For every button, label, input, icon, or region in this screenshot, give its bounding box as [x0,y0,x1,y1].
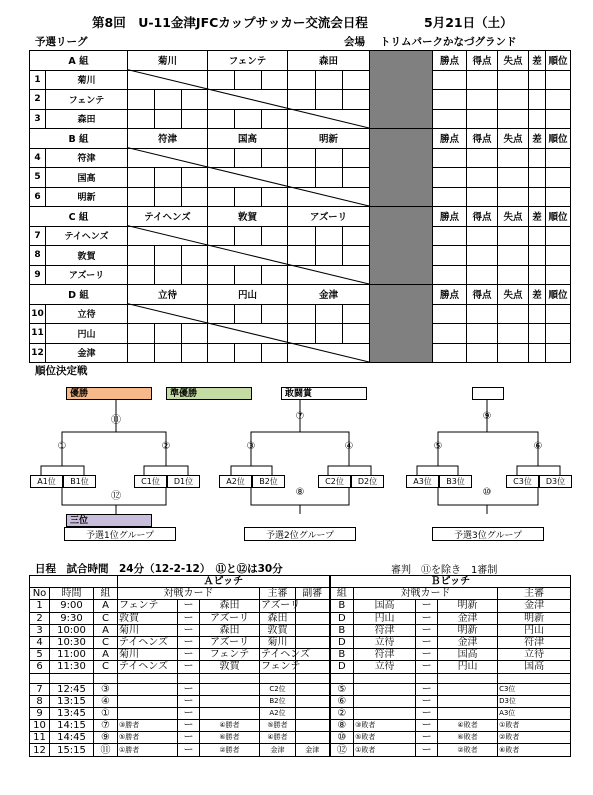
standing-header: 差 [528,128,546,149]
opponent-header: 立待 [127,284,208,305]
standing-header: 失点 [497,50,529,71]
main-referee: ④勝者 [260,732,296,744]
team-away: ⑥敗者 [438,732,498,744]
schedule-row [30,600,571,612]
match-number: ⑨ [94,732,118,744]
seed-slot: D1位 [167,475,200,488]
standing-header: 差 [528,50,546,71]
venue-name: トリムパークかなづグランド [380,36,517,48]
main-referee: 立待 [498,649,571,661]
col-main-ref: 主審 [260,588,296,600]
match-number: ① [94,707,118,719]
main-referee: D3位 [498,695,571,707]
standing-header: 得点 [466,206,498,227]
team-home: 菊川 [118,624,178,636]
team-number: 7 [29,226,46,247]
match-no: 8 [30,695,50,707]
group-name: B 組 [29,128,128,149]
team-home: フェンテ [118,600,178,612]
team-home: 符津 [354,624,416,636]
schedule-row [30,744,571,756]
col-time: 時間 [50,588,94,600]
match-time: 15:15 [50,744,94,756]
opponent-header: テイヘンズ [127,206,208,227]
main-referee: C3位 [498,683,571,695]
team-home: ⑤勝者 [118,732,178,744]
match-time: 14:45 [50,732,94,744]
col-card: 対戦カード [354,588,498,600]
main-referee: テイヘンズ [261,649,310,661]
group-name: D 組 [29,284,128,305]
standing-header: 勝点 [432,50,467,71]
sub-referee [296,695,330,707]
match-group: C [94,636,118,648]
empty-cell [438,673,498,683]
seed-slot: B3位 [439,475,472,488]
seed-slot: D2位 [351,475,384,488]
empty-cell [118,673,178,683]
team-away: ④勝者 [200,720,260,732]
seed-slot: A3位 [406,475,439,488]
seed-slot: B2位 [252,475,285,488]
standing-header: 失点 [497,284,529,305]
match-time: 14:15 [50,720,94,732]
team-home: テイヘンズ [118,661,178,673]
empty-cell [200,673,260,683]
standing-header: 勝点 [432,128,467,149]
match-time: 13:45 [50,707,94,719]
match-group: A [94,624,118,636]
schedule-row [30,661,571,673]
bracket-node: ① [57,441,67,452]
opponent-header: 金津 [287,284,370,305]
match-group: D [330,636,354,648]
vs-dash: ー [416,707,438,719]
empty-cell [178,673,200,683]
team-home: 立待 [354,661,416,673]
team-home: ①敗者 [354,744,416,756]
match-number: ⑧ [330,720,354,732]
standing-header: 順位 [545,206,571,227]
empty-cell [354,673,416,683]
empty-cell [330,673,354,683]
match-group: B [330,600,354,612]
team-away [438,695,498,707]
team-name: フェンテ [45,89,128,110]
match-no: 12 [30,744,50,756]
team-away: 明新 [438,600,498,612]
team-away [200,683,260,695]
main-referee: A2位 [260,707,296,719]
sub-referee [296,720,330,732]
team-away: 森田 [200,600,260,612]
main-referee: ②敗者 [498,732,571,744]
standing-header: 得点 [466,128,498,149]
team-home: テイヘンズ [118,636,178,648]
team-away: 森田 [200,624,260,636]
vs-dash: ー [178,649,200,661]
referee-note: 審判 ⑪を除き 1審制 [391,565,498,576]
place-third-label: 三位 [66,514,152,527]
match-no: 3 [30,624,50,636]
match-no: 7 [30,683,50,695]
match-time: 13:15 [50,695,94,707]
match-group: B [330,624,354,636]
opponent-header: 菊川 [127,50,208,71]
match-number: ④ [94,695,118,707]
empty-cell [498,673,571,683]
vs-dash: ー [416,720,438,732]
event-date: 5月21日（土） [424,15,513,30]
match-no: 4 [30,636,50,648]
match-no: 2 [30,612,50,624]
standing-header: 失点 [497,206,529,227]
empty-cell [296,673,330,683]
match-time: 12:45 [50,683,94,695]
sub-referee [296,732,330,744]
team-away [438,707,498,719]
place-champion-label: 優勝 [66,387,152,400]
team-name: 森田 [45,109,128,130]
team-name: アズーリ [45,265,128,286]
bracket-node: ⑫ [111,491,121,502]
team-name: 国高 [45,167,128,188]
main-referee: B2位 [260,695,296,707]
team-home: 敦賀 [118,612,178,624]
col-group: 組 [94,588,118,600]
team-away: 国高 [438,649,498,661]
team-away: 明新 [438,624,498,636]
match-time: 11:30 [50,661,94,673]
team-home [354,683,416,695]
vs-dash: ー [178,624,200,636]
standing-header: 失点 [497,128,529,149]
opponent-header: 国高 [207,128,288,149]
seed-slot: A2位 [219,475,252,488]
match-number: ⑫ [330,744,354,756]
team-away: ⑥勝者 [200,732,260,744]
team-number: 12 [29,343,46,364]
bracket-node: ⑤ [433,441,443,452]
match-no: 1 [30,600,50,612]
team-number: 2 [29,89,46,110]
match-group: B [330,649,354,661]
group-name: C 組 [29,206,128,227]
opponent-header: 明新 [287,128,370,149]
match-number: ⑪ [94,744,118,756]
vs-dash: ー [416,661,438,673]
vs-dash: ー [178,720,200,732]
bracket-node: ③ [246,441,256,452]
schedule-row [30,649,571,661]
main-referee: フェンテ [261,661,301,673]
team-home: ③勝者 [118,720,178,732]
venue-label: 会場 [344,36,365,48]
team-home: 符津 [354,649,416,661]
empty-cell [94,673,118,683]
vs-dash: ー [178,732,200,744]
seed-slot: B1位 [63,475,96,488]
match-time: 10:00 [50,624,94,636]
team-away: アズーリ [200,612,260,624]
match-number: ⑩ [330,732,354,744]
team-number: 8 [29,245,46,266]
team-name: 円山 [45,323,128,344]
schedule-row [30,732,571,744]
schedule-title: 日程 試合時間 24分（12-2-12） ⑪と⑫は30分 [35,563,283,575]
team-home [118,695,178,707]
schedule-row [30,636,571,648]
match-group: D [330,612,354,624]
team-name: テイヘンズ [45,226,128,247]
bracket-node: ⑦ [295,411,305,422]
main-referee: アズーリ [261,600,301,612]
main-referee: 金津 [498,600,571,612]
match-number: ⑥ [330,695,354,707]
vs-dash: ー [416,744,438,756]
team-name: 菊川 [45,70,128,91]
vs-dash: ー [178,695,200,707]
sub-referee [296,612,330,624]
team-away [200,695,260,707]
empty-cell [416,673,438,683]
match-number: ③ [94,683,118,695]
main-referee: 敦賀 [260,624,296,636]
main-referee: 金津 [260,744,296,756]
match-time: 9:00 [50,600,94,612]
opponent-header: 森田 [287,50,370,71]
vs-dash: ー [416,732,438,744]
standing-header: 順位 [545,50,571,71]
main-referee: C2位 [260,683,296,695]
vs-dash: ー [178,600,200,612]
col-group: 組 [330,588,354,600]
empty-cell [50,673,94,683]
vs-dash: ー [416,695,438,707]
group-label: 予選1位グループ [64,527,176,541]
match-number: ⑤ [330,683,354,695]
standing-header: 得点 [466,284,498,305]
team-away: アズーリ [200,636,260,648]
col-no: No [30,588,50,600]
vs-dash: ー [416,649,438,661]
place-blank-label [472,387,504,400]
team-away: ②敗者 [438,744,498,756]
section-title-bracket: 順位決定戦 [35,365,88,377]
main-referee: ⑤勝者 [260,720,296,732]
match-group: D [330,661,354,673]
match-no: 11 [30,732,50,744]
team-home [118,707,178,719]
seed-slot: A1位 [30,475,63,488]
vs-dash: ー [416,612,438,624]
match-number: ⑦ [94,720,118,732]
standing-header: 差 [528,206,546,227]
team-name: 符津 [45,148,128,169]
match-time: 10:30 [50,636,94,648]
group-label: 予選2位グループ [244,527,356,541]
team-home [354,707,416,719]
vs-dash: ー [178,612,200,624]
team-away: 敦賀 [200,661,260,673]
pitch-b-header: Ｂピッチ [330,576,571,588]
match-no: 5 [30,649,50,661]
match-time: 9:30 [50,612,94,624]
main-referee: 符津 [498,636,571,648]
empty-cell [30,673,50,683]
team-number: 10 [29,304,46,325]
vs-dash: ー [416,600,438,612]
vs-dash: ー [178,707,200,719]
bracket-node: ② [161,441,171,452]
match-group: C [94,661,118,673]
opponent-header: 円山 [207,284,288,305]
opponent-header: アズーリ [287,206,370,227]
team-away: フェンテ [200,649,260,661]
opponent-header: フェンテ [207,50,288,71]
sub-referee [296,600,330,612]
main-referee: 菊川 [260,636,296,648]
team-away: ④敗者 [438,720,498,732]
team-number: 3 [29,109,46,130]
seed-slot: D3位 [539,475,572,488]
group-name: A 組 [29,50,128,71]
schedule-row [30,695,571,707]
bracket-node: ⑩ [482,487,492,498]
team-away: ②勝者 [200,744,260,756]
schedule-gap [30,673,571,683]
match-group: A [94,600,118,612]
pitch-a-header: Ａピッチ [118,576,330,588]
team-home: ①勝者 [118,744,178,756]
vs-dash: ー [416,624,438,636]
standing-header: 勝点 [432,284,467,305]
sub-referee: 金津 [296,744,330,756]
opponent-header: 敦賀 [207,206,288,227]
schedule-row [30,612,571,624]
standing-header: 順位 [545,128,571,149]
match-group: C [94,612,118,624]
schedule-row [30,707,571,719]
col-sub-ref: 副審 [296,588,330,600]
vs-dash: ー [178,683,200,695]
schedule-table [29,575,570,757]
team-number: 9 [29,265,46,286]
schedule-row [30,683,571,695]
schedule-row [30,720,571,732]
standing-header: 差 [528,284,546,305]
bracket-node: ⑥ [533,441,543,452]
main-referee: ⑥敗者 [498,744,571,756]
sub-referee [296,636,330,648]
section-title-league: 予選リーグ [35,36,88,48]
main-referee: 国高 [498,661,571,673]
schedule-row [30,624,571,636]
team-home: 国高 [354,600,416,612]
team-home: 菊川 [118,649,178,661]
team-name: 金津 [45,343,128,364]
standing-header: 得点 [466,50,498,71]
bracket-node: ⑨ [482,411,492,422]
col-main-ref: 主審 [498,588,571,600]
team-away [438,683,498,695]
main-referee: 森田 [260,612,296,624]
bracket-node: ⑪ [111,415,121,426]
team-home: ⑤敗者 [354,732,416,744]
main-referee: 円山 [498,624,571,636]
bracket-node: ⑧ [295,487,305,498]
match-group: A [94,649,118,661]
vs-dash: ー [178,744,200,756]
team-name: 立待 [45,304,128,325]
opponent-header: 符津 [127,128,208,149]
team-number: 6 [29,187,46,208]
team-name: 敦賀 [45,245,128,266]
vs-dash: ー [416,636,438,648]
sub-referee [296,707,330,719]
team-number: 4 [29,148,46,169]
place-fourth-label: 敢闘賞 [281,387,367,400]
team-name: 明新 [45,187,128,208]
standing-header: 勝点 [432,206,467,227]
match-no: 6 [30,661,50,673]
empty-cell [260,673,296,683]
team-home [354,695,416,707]
sub-referee [296,683,330,695]
col-card: 対戦カード [118,588,260,600]
team-home: ③敗者 [354,720,416,732]
match-no: 10 [30,720,50,732]
team-away: 金津 [438,636,498,648]
bracket-node: ④ [344,441,354,452]
match-number: ② [330,707,354,719]
seed-slot: C1位 [134,475,167,488]
standing-header: 順位 [545,284,571,305]
sub-referee [296,624,330,636]
team-away: 円山 [438,661,498,673]
team-number: 1 [29,70,46,91]
match-no: 9 [30,707,50,719]
team-home: 円山 [354,612,416,624]
main-referee: ①敗者 [498,720,571,732]
team-away [200,707,260,719]
team-away: 金津 [438,612,498,624]
group-label: 予選3位グループ [432,527,544,541]
team-home [118,683,178,695]
team-number: 11 [29,323,46,344]
page-title: 第8回 U-11金津JFCカップサッカー交流会日程 [92,15,368,30]
vs-dash: ー [416,683,438,695]
main-referee: 明新 [498,612,571,624]
match-time: 11:00 [50,649,94,661]
seed-slot: C3位 [506,475,539,488]
main-referee: A3位 [498,707,571,719]
vs-dash: ー [178,661,200,673]
seed-slot: C2位 [318,475,351,488]
vs-dash: ー [178,636,200,648]
place-runner-up-label: 準優勝 [166,387,252,400]
team-home: 立待 [354,636,416,648]
team-number: 5 [29,167,46,188]
